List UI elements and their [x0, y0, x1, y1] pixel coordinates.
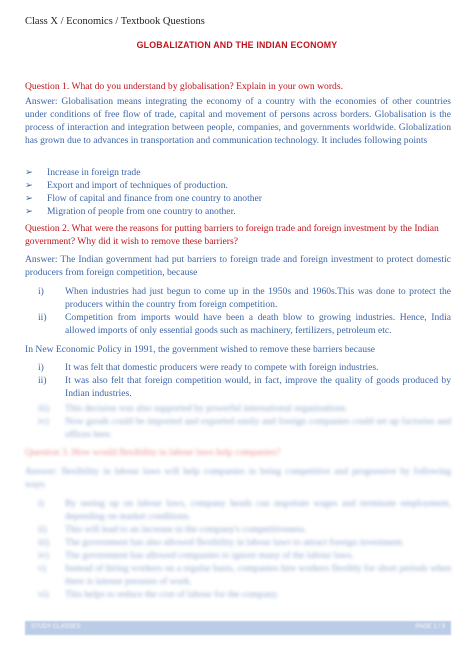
question-3: Question 3. How would flexibility in labour laws help companies?: [25, 447, 281, 458]
footer-right: PAGE 1 / 3: [415, 624, 445, 630]
question-2: Question 2. What were the reasons for putting barriers to foreign trade and foreign investment by the Indian government? Why did it wish to remove these barriers?: [25, 223, 439, 247]
list-item: iii) The government has also allowed flexibility in labour laws to attract foreign investment.: [38, 537, 405, 548]
blurred-reasons: [25, 402, 451, 441]
arrow-bullet-icon: ➢: [25, 167, 34, 178]
answer-3: Answer: flexibility in labour laws will help companies in being competitive and progressive by following ways: [25, 466, 451, 490]
answer-1: Answer: Globalisation means integrating the economy of a country with the economies of other countries under conditions of free flow of trade, capital and movement of persons across borders. Globalisation is the process of interaction and integration between people, companies, and governments worldwide. Globalization has grown due to advances in transportation and communication technology. It includes following points: [25, 96, 451, 146]
reasons-list-1: [25, 285, 451, 337]
arrow-bullet-icon: ➢: [25, 193, 34, 204]
list-item: ii) It was also felt that foreign competition would, in fact, improve the quality of goods produced by Indian industries.: [38, 375, 451, 399]
list-item: ii) Competition from imports would have been a death blow to growing industries. Hence, India allowed imports of only essential goods such as machinery, fertilizers, petroleum etc.: [38, 312, 451, 336]
list-item: iv) The government has allowed companies to ignore many of the labour laws.: [38, 550, 354, 561]
nep-paragraph: In New Economic Policy in 1991, the government wished to remove these barriers because: [25, 344, 376, 355]
list-item: ii) This will lead to an increase in the company's competitiveness.: [38, 524, 307, 535]
list-item: i) When industries had just begun to come up in the 1950s and 1960s.This was done to protect the producers within the country from foreign competition.: [38, 286, 451, 310]
list-item: iv) Now goods could be imported and exported easily and foreign companies could set up factories and offices here.: [38, 416, 451, 440]
footer-left: STUDY CLASSES: [31, 624, 81, 630]
page-footer: [25, 621, 451, 635]
arrow-bullet-icon: ➢: [25, 180, 34, 191]
list-item: vi) This helps to reduce the cost of labour for the company.: [38, 589, 279, 600]
list-item: ➢ Export and import of techniques of production.: [25, 180, 228, 191]
blurred-items: [25, 497, 451, 601]
question-1: Question 1. What do you understand by globalisation? Explain in your own words.: [25, 81, 343, 92]
bullet-list: [25, 166, 451, 218]
list-item: i) By seeing up on labour laws, company heads can negotiate wages and terminate employment, depending on market conditions.: [38, 498, 451, 522]
list-item: ➢ Flow of capital and finance from one country to another: [25, 193, 262, 204]
list-item: ➢ Increase in foreign trade: [25, 167, 141, 178]
breadcrumb: Class X / Economics / Textbook Questions: [25, 16, 205, 27]
page-title: GLOBALIZATION AND THE INDIAN ECONOMY: [136, 40, 338, 50]
list-item: i) It was felt that domestic producers were ready to compete with foreign industries.: [38, 362, 379, 373]
answer-2: Answer: The Indian government had put barriers to foreign trade and foreign investment to protect domestic producers from foreign competition, because: [25, 254, 451, 278]
reasons-list-2: [25, 361, 451, 400]
arrow-bullet-icon: ➢: [25, 206, 34, 217]
list-item: ➢ Migration of people from one country to another.: [25, 206, 236, 217]
list-item: iii) This decision was also supported by powerful international organisations.: [38, 403, 348, 414]
list-item: v) Instead of hiring workers on a regular basis, companies hire workers flexibly for short periods when there is intense pressure of work.: [38, 563, 451, 587]
